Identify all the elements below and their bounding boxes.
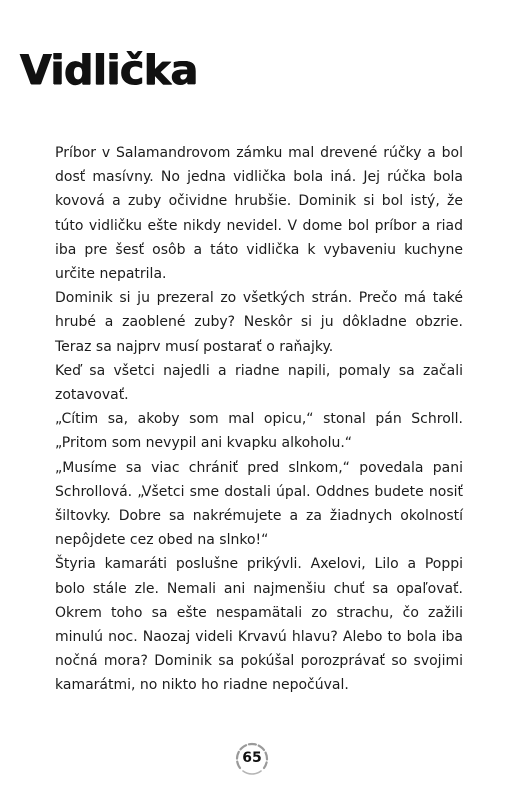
paragraph-5: „Musíme sa viac chrániť pred slnkom,“ povedala pani Schrollová. „Všetci sme dostali úpal. Oddnes budete nosiť šiltovky. Dobre sa nakrémujete a za žiadnych okolností nepôjdete cez obed na slnko!“ bbox=[55, 459, 463, 549]
page-number-badge bbox=[232, 738, 272, 778]
body-text bbox=[55, 141, 463, 698]
page-number: 65 bbox=[242, 750, 262, 766]
paragraph-1: Príbor v Salamandrovom zámku mal drevené rúčky a bol dosť masívny. No jedna vidlička bola iná. Jej rúčka bola kovová a zuby očividne hrubšie. Dominik si bol istý, že túto vidličku ešte nikdy nevidel. V dome bol príbor a riad iba pre šesť osôb a táto vidlička k vybaveniu kuchyne určite nepatrila. bbox=[55, 145, 463, 283]
paragraph-3: Keď sa všetci najedli a riadne napili, pomaly sa začali zotavovať. bbox=[55, 362, 463, 404]
chapter-title: Vidlička bbox=[20, 46, 198, 94]
paragraph-4: „Cítim sa, akoby som mal opicu,“ stonal pán Schroll. „Pritom som nevypil ani kvapku alkoholu.“ bbox=[55, 411, 463, 452]
paragraph-6: Štyria kamaráti poslušne prikývli. Axelovi, Lilo a Poppi bolo stále zle. Nemali ani najmenšiu chuť sa opaľovať. Okrem toho sa ešte nespamätali zo strachu, čo zažili minulú noc. Naozaj videli Krvavú hlavu? Alebo to bola iba nočná mora? Dominik sa pokúšal porozprávať so svojimi kamarátmi, no nikto ho riadne nepočúval. bbox=[55, 556, 463, 694]
paragraph-2: Dominik si ju prezeral zo všetkých strán. Prečo má také hrubé a zaoblené zuby? Neskôr si ju dôkladne obzrie. Teraz sa najprv musí postarať o raňajky. bbox=[55, 290, 463, 355]
